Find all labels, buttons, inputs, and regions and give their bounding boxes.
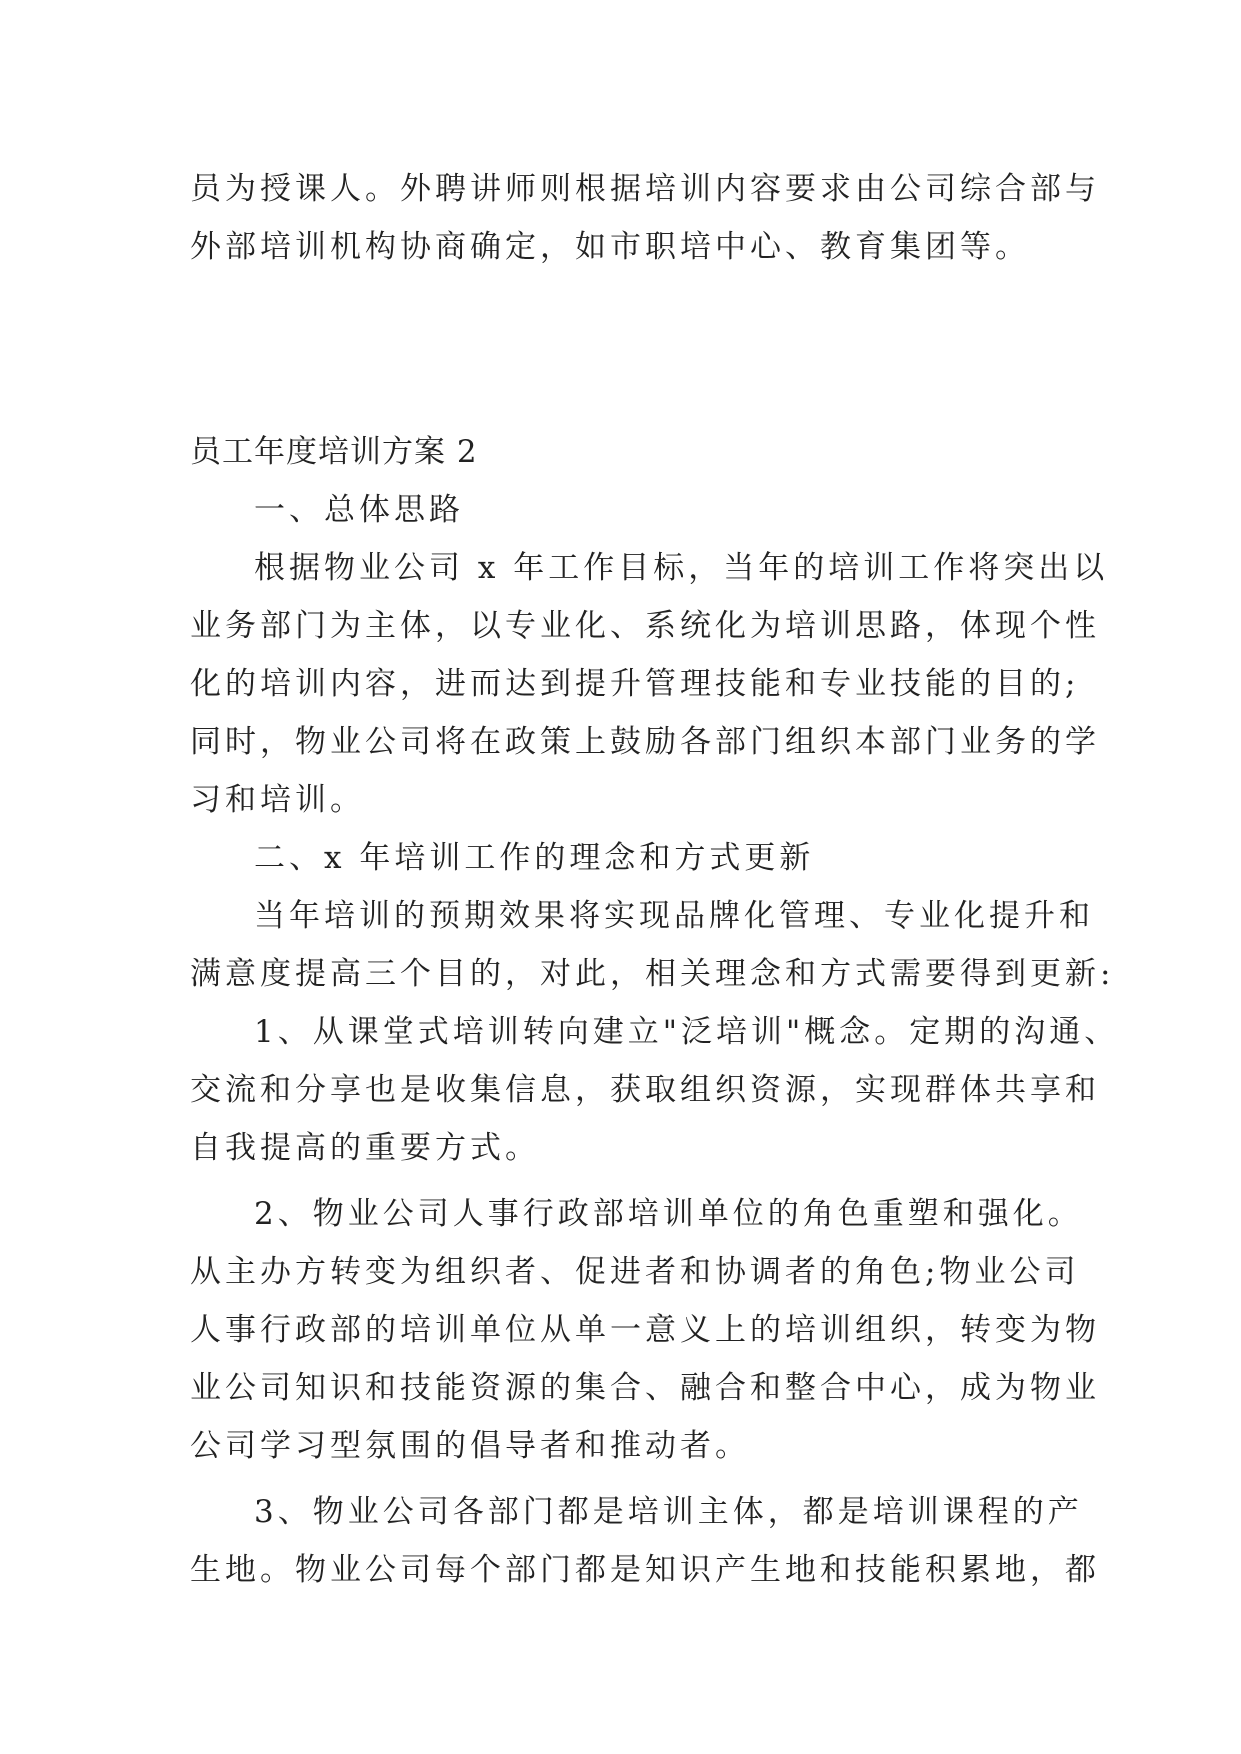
list-item-line: 公司学习型氛围的倡导者和推动者。 <box>190 1428 750 1464</box>
list-item-line: 从主办方转变为组织者、促进者和协调者的角色;物业公司 <box>190 1254 1080 1290</box>
list-item-line: 交流和分享也是收集信息，获取组织资源，实现群体共享和 <box>190 1072 1100 1108</box>
heading-concept-update: 二、x 年培训工作的理念和方式更新 <box>254 840 815 876</box>
paragraph-line: 满意度提高三个目的，对此，相关理念和方式需要得到更新: <box>190 956 1115 992</box>
paragraph-line: 业务部门为主体，以专业化、系统化为培训思路，体现个性 <box>190 608 1100 644</box>
paragraph-line: 根据物业公司 x 年工作目标，当年的培训工作将突出以 <box>254 550 1109 586</box>
list-item-line: 生地。物业公司每个部门都是知识产生地和技能积累地，都 <box>190 1552 1100 1588</box>
document-body <box>190 160 1120 1599</box>
heading-overall-approach: 一、总体思路 <box>254 492 464 528</box>
intro-line: 外部培训机构协商确定，如市职培中心、教育集团等。 <box>190 229 1030 265</box>
list-item-line: 人事行政部的培训单位从单一意义上的培训组织，转变为物 <box>190 1312 1100 1348</box>
intro-line: 员为授课人。外聘讲师则根据培训内容要求由公司综合部与 <box>190 171 1100 207</box>
paragraph-line: 习和培训。 <box>190 782 365 818</box>
list-item-line: 2、物业公司人事行政部培训单位的角色重塑和强化。 <box>254 1196 1083 1232</box>
section-title: 员工年度培训方案 2 <box>190 434 478 470</box>
list-item-line: 3、物业公司各部门都是培训主体，都是培训课程的产 <box>254 1494 1083 1530</box>
paragraph-line: 化的培训内容，进而达到提升管理技能和专业技能的目的; <box>190 666 1080 702</box>
paragraph-line: 当年培训的预期效果将实现品牌化管理、专业化提升和 <box>254 898 1094 934</box>
paragraph-line: 同时，物业公司将在政策上鼓励各部门组织本部门业务的学 <box>190 724 1100 760</box>
list-item-line: 业公司知识和技能资源的集合、融合和整合中心，成为物业 <box>190 1370 1100 1406</box>
list-item-line: 自我提高的重要方式。 <box>190 1130 540 1166</box>
list-item-line: 1、从课堂式培训转向建立"泛培训"概念。定期的沟通、 <box>254 1014 1120 1050</box>
